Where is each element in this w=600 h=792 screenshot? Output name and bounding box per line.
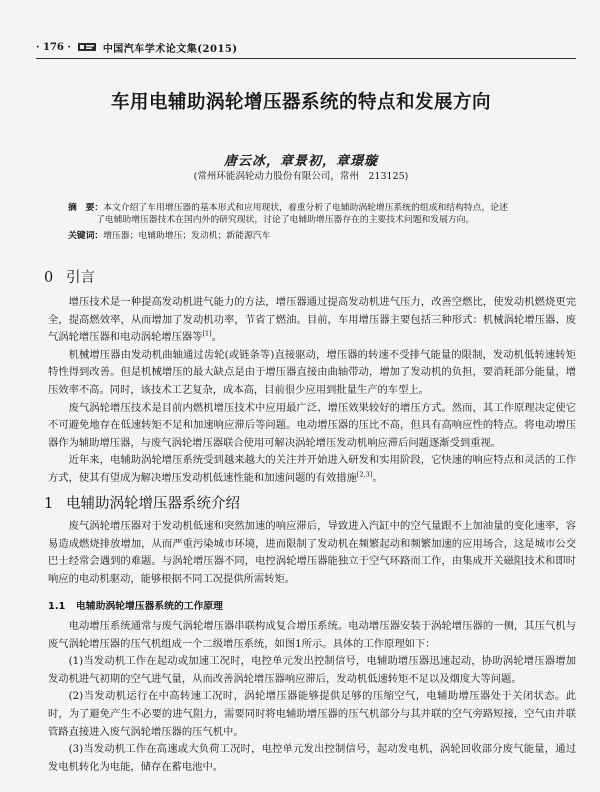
keywords-label: 关键词：: [68, 231, 104, 241]
paragraph: [48, 688, 576, 741]
paragraph-end: 。: [211, 331, 222, 344]
paragraph-text: 废气涡轮增压技术是目前内燃机增压技术中应用最广泛、增压效果较好的增压方式。然而，其工作原理决定使它不可避免地存在低速转矩不足和加速响应滞后等问题。电动增压器的压比不高，但具有高响应性的特点。将电动增压器作为辅助增压器，与废气涡轮增压器联合使用可解决涡轮增压发动机响应滞后问题逐渐受到重视。: [48, 401, 576, 449]
abstract-label: 摘 要：: [68, 203, 104, 213]
section-heading-intro: [44, 266, 95, 287]
header-divider: [36, 58, 576, 59]
paragraph-text: 机械增压器由发动机曲轴通过齿轮(或链条等)直接驱动，增压器的转速不受排气能量的限制，发动机低转速转矩特性得到改善。但是机械增压的最大缺点是由于增压器直接由曲轴带动，增加了发动机的负担，要消耗部分能量，增压效率不高。同时，该技术工艺复杂，成本高，目前很少应用到批量生产的车型上。: [48, 348, 576, 396]
running-header: [36, 38, 576, 56]
abstract-line-1: 本文介绍了车用增压器的基本形式和应用现状，着重分析了电辅助涡轮增压系统的组成和结构特点，论述: [103, 203, 508, 213]
paragraph: [48, 741, 576, 776]
citation: [1]: [202, 329, 212, 338]
section-title: 引言: [66, 270, 95, 286]
citation: [2,3]: [356, 470, 373, 479]
section-title: 电辅助涡轮增压器系统介绍: [66, 496, 240, 512]
paragraph: [48, 452, 576, 487]
paragraph-end: 。: [372, 471, 383, 484]
paragraph: [48, 518, 576, 588]
paragraph: [48, 400, 576, 453]
page-number: · 176 ·: [36, 41, 71, 53]
subsection-number: 1.1: [48, 601, 66, 612]
section-heading-1: [44, 492, 240, 513]
keywords-text: 增压器；电辅助增压；发动机；新能源汽车: [103, 231, 271, 241]
subsection-body: [48, 618, 576, 776]
subsection-title: 电辅助涡轮增压器系统的工作原理: [76, 601, 223, 612]
author-affiliation: (常州环能涡轮动力股份有限公司，常州 213125): [193, 171, 409, 182]
paragraph-text: (2)当发动机运行在中高转速工况时，涡轮增压器能够提供足够的压缩空气，电辅助增压器处于关闭状态。此时，为了避免产生不必要的进气阻力，需要同时将电辅助增压器的压气机部分与其并联的空气旁路短接，空气由并联管路直接进入废气涡轮增压器的压气机中。: [48, 690, 576, 738]
paragraph-text: 增压技术是一种提高发动机进气能力的方法，增压器通过提高发动机进气压力，改善空燃比，使发动机燃烧更完全，提高燃效率，从而增加了发动机功率，节省了燃油。目前，车用增压器主要包括三种形式：机械涡轮增压器、废气涡轮增压器和电动涡轮增压器等: [48, 296, 576, 344]
intro-body: [48, 294, 576, 488]
paper-title: 车用电辅助涡轮增压器系统的特点和发展方向: [110, 92, 491, 113]
section1-body: [48, 518, 576, 588]
paragraph-text: 废气涡轮增压器对于发动机低速和突然加速的响应滞后，导致进入汽缸中的空气量跟不上加油量的变化速率，容易造成燃烧排放增加，从而严重污染城市环境，进而限制了发动机在频繁起动和频繁加速的应用场合，这是城市公交巴士经常会遇到的难题。与涡轮增压器不同，电控涡轮增压器能独立于空气环路而工作，由集成开关磁阻技术和即时响应的电动机驱动，能够根据不同工况提供所需转矩。: [48, 520, 576, 585]
paragraph: [48, 294, 576, 347]
abstract: [68, 202, 548, 226]
section-number: 1: [44, 496, 54, 512]
journal-logo-icon: [77, 41, 97, 53]
keywords: [68, 228, 548, 241]
subsection-heading-1-1: [48, 598, 223, 612]
section-number: 0: [44, 270, 54, 286]
journal-name: 中国汽车学术论文集(2015): [102, 43, 238, 55]
paragraph: [48, 347, 576, 400]
abstract-line-2: 了电辅助增压器技术在国内外的研究现状，讨论了电辅助增压器存在的主要技术问题和发展方向。: [96, 215, 475, 225]
paragraph-text: (1)当发动机工作在起动或加速工况时，电控单元发出控制信号，电辅助增压器迅速起动，协助涡轮增压器增加发动机进气初期的空气进气量，从而改善涡轮增压器响应滞后，发动机低速转矩不足以及烟度大等问题。: [48, 655, 576, 685]
paper-authors: 唐云冰，章景初，章璟璇: [223, 154, 378, 169]
paragraph-text: (3)当发动机工作在高速或大负荷工况时，电控单元发出控制信号，起动发电机，涡轮回收部分废气能量，通过发电机转化为电能，储存在蓄电池中。: [48, 743, 576, 773]
paragraph: [48, 653, 576, 688]
paragraph: [48, 618, 576, 653]
paragraph-text: 电动增压系统通常与废气涡轮增压器串联构成复合增压系统。电动增压器安装于涡轮增压器的一侧，其压气机与废气涡轮增压器的压气机组成一个二级增压系统，如图1所示。具体的工作原理如下：: [48, 620, 576, 650]
paragraph-text: 近年来，电辅助涡轮增压系统受到越来越大的关注并开始进入研发和实用阶段，它快速的响应特点和灵活的工作方式，使其有望成为解决增压发动机低速性能和加速问题的有效措施: [48, 454, 576, 484]
